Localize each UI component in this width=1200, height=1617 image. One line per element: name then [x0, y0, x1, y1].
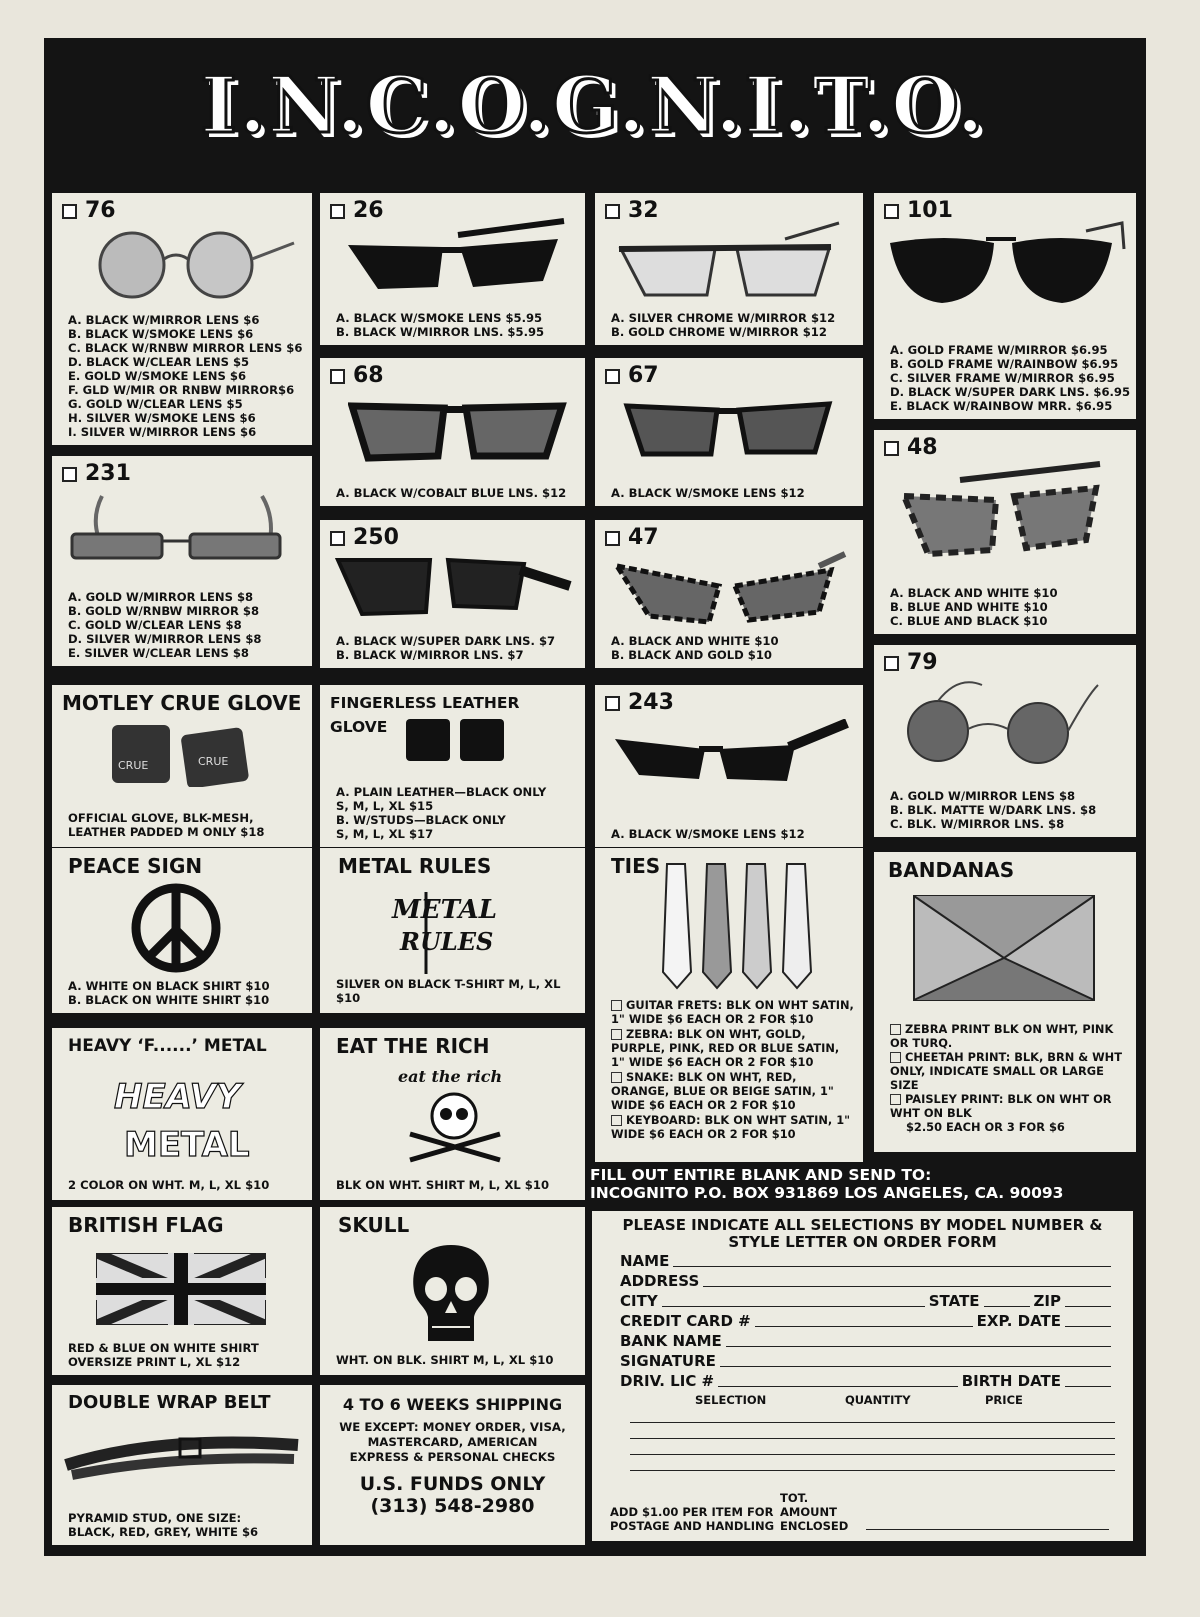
studded-belt-image [62, 1425, 302, 1485]
smoke-sunglasses-image [623, 386, 843, 466]
svg-text:METAL: METAL [392, 895, 497, 925]
product-231-options: A. GOLD W/MIRROR LENS $8 B. GOLD W/RNBW MIRROR $8 C. GOLD W/CLEAR LENS $8 D. SILVER W/MIRROR LENS $8 E. SILVER W/CLEAR LENS $8 [68, 590, 262, 660]
city-field[interactable] [662, 1305, 925, 1307]
striped-sunglasses-image [900, 460, 1120, 560]
fingerless-glove-panel [320, 685, 585, 847]
peace-sign-options: A. WHITE ON BLACK SHIRT $10 B. BLACK ON WHITE SHIRT $10 [68, 979, 270, 1007]
total-field[interactable] [866, 1529, 1109, 1530]
product-number: 243 [628, 690, 674, 715]
motley-crue-glove-panel [52, 685, 312, 847]
wayfarer-sunglasses-image [338, 215, 568, 295]
state-label: STATE [928, 1292, 980, 1310]
product-67-checkbox[interactable] [605, 369, 620, 384]
heavy-metal-logo [108, 1068, 268, 1168]
product-76-checkbox[interactable] [62, 204, 77, 219]
selection-line[interactable] [630, 1407, 1115, 1423]
peace-sign-icon [126, 878, 226, 978]
product-number: 250 [353, 525, 399, 550]
product-number: 68 [353, 363, 384, 388]
ties-panel [595, 848, 863, 1006]
product-79-options: A. GOLD W/MIRROR LENS $8 B. BLK. MATTE W/DARK LNS. $8 C. BLK. W/MIRROR LNS. $8 [890, 789, 1097, 831]
exp-date-field[interactable] [1065, 1325, 1111, 1327]
order-form-header: PLEASE INDICATE ALL SELECTIONS BY MODEL NUMBER & STYLE LETTER ON ORDER FORM [622, 1216, 1103, 1251]
address-label: ADDRESS [620, 1272, 700, 1290]
selection-line[interactable] [630, 1423, 1115, 1439]
incognito-logo: I.N.C.O.G.N.I.T.O. [200, 60, 986, 151]
shipping-title: 4 TO 6 WEEKS SHIPPING [342, 1395, 563, 1414]
bank-name-label: BANK NAME [620, 1332, 722, 1350]
panel-title: TIES [611, 854, 661, 878]
panel-description: SILVER ON BLACK T-SHIRT M, L, XL $10 [336, 977, 561, 1005]
fingerless-glove-options: A. PLAIN LEATHER—BLACK ONLY S, M, L, XL $15 B. W/STUDS—BLACK ONLY S, M, L, XL $17 [336, 785, 547, 841]
eat-the-rich-panel [320, 1028, 585, 1200]
product-250-panel [320, 520, 585, 668]
phone-number: (313) 548-2980 [370, 1495, 535, 1517]
product-number: 26 [353, 198, 384, 223]
product-243-options: A. BLACK W/SMOKE LENS $12 [611, 827, 805, 841]
panel-description: OFFICIAL GLOVE, BLK-MESH, LEATHER PADDED M ONLY $18 [68, 811, 265, 839]
square-sunglasses-image [348, 386, 568, 466]
bank-name-field[interactable] [726, 1345, 1111, 1347]
panel-title: MOTLEY CRUE GLOVE [62, 691, 302, 715]
svg-text:RULES: RULES [400, 927, 494, 956]
mail-instruction: FILL OUT ENTIRE BLANK AND SEND TO: [590, 1166, 932, 1184]
gloves-image [102, 719, 262, 787]
svg-text:HEAVY: HEAVY [114, 1077, 241, 1117]
product-number: 79 [907, 650, 938, 675]
product-32-options: A. SILVER CHROME W/MIRROR $12 B. GOLD CHROME W/MIRROR $12 [611, 311, 836, 339]
product-number: 101 [907, 198, 953, 223]
product-243-checkbox[interactable] [605, 696, 620, 711]
panel-title: PEACE SIGN [68, 854, 203, 878]
ties-options: GUITAR FRETS: BLK ON WHT SATIN, 1" WIDE $6 EACH OR 2 FOR $10 ZEBRA: BLK ON WHT, GOLD, PURPLE, PINK, RED OR BLUE SATIN, 1" WIDE $6 EACH OR 2 FOR $10 SNAKE: BLK ON WHT, RED, ORANGE, BLUE OR BEIGE SATIN, 1" WIDE $6 EACH OR 2 FOR $10 KEYBOARD: BLK ON WHT SATIN, 1" WIDE $6 EACH OR 2 FOR $10 [611, 998, 854, 1141]
chrome-sunglasses-image [615, 219, 845, 299]
bandanas-image [904, 888, 1104, 1008]
svg-text:METAL: METAL [124, 1125, 250, 1165]
product-67-panel [595, 358, 863, 506]
peace-sign-panel [52, 848, 312, 1013]
product-79-checkbox[interactable] [884, 656, 899, 671]
selection-line[interactable] [630, 1439, 1115, 1455]
product-68-checkbox[interactable] [330, 369, 345, 384]
mailing-address [590, 1166, 1063, 1202]
name-label: NAME [620, 1252, 670, 1270]
bandana-cheetah-checkbox[interactable] [890, 1052, 901, 1063]
product-26-options: A. BLACK W/SMOKE LENS $5.95 B. BLACK W/MIRROR LNS. $5.95 [336, 311, 545, 339]
product-76-panel [52, 193, 312, 445]
skull-crossbones-image [380, 1064, 530, 1168]
product-47-checkbox[interactable] [605, 531, 620, 546]
ties-keyboard-checkbox[interactable] [611, 1115, 622, 1126]
belt-options: PYRAMID STUD, ONE SIZE: BLACK, RED, GREY, WHITE $6 [68, 1511, 259, 1539]
birth-date-field[interactable] [1065, 1385, 1111, 1387]
postage-note: ADD $1.00 PER ITEM FOR POSTAGE AND HANDLING [610, 1505, 775, 1533]
glove-print-text: CRUE [198, 755, 229, 768]
panel-description: BLK ON WHT. SHIRT M, L, XL $10 [336, 1178, 550, 1192]
drivers-license-label: DRIV. LIC # [620, 1372, 715, 1390]
product-48-panel [874, 430, 1136, 634]
birth-date-label: BIRTH DATE [961, 1372, 1061, 1390]
product-101-checkbox[interactable] [884, 204, 899, 219]
payment-methods: WE EXCEPT: MONEY ORDER, VISA, MASTERCARD, AMERICAN EXPRESS & PERSONAL CHECKS [339, 1420, 566, 1464]
panel-title: EAT THE RICH [336, 1034, 490, 1058]
zip-label: ZIP [1033, 1292, 1061, 1310]
zip-field[interactable] [1065, 1305, 1111, 1307]
aviator-sunglasses-image [886, 219, 1126, 309]
product-47-panel [595, 520, 863, 668]
panel-title: FINGERLESS LEATHER GLOVE [330, 694, 520, 736]
ties-guitar-checkbox[interactable] [611, 1000, 622, 1011]
product-101-options: A. GOLD FRAME W/MIRROR $6.95 B. GOLD FRAME W/RAINBOW $6.95 C. SILVER FRAME W/MIRROR $6.95 D. BLACK W/SUPER DARK LNS. $6.95 E. BLACK W/RAINBOW MRR. $6.95 [890, 343, 1131, 413]
total-label: TOT. AMOUNT ENCLOSED [780, 1491, 849, 1533]
metal-rules-logo [386, 888, 526, 978]
panel-title: METAL RULES [338, 854, 492, 878]
panel-description: WHT. ON BLK. SHIRT M, L, XL $10 [336, 1353, 554, 1367]
drivers-license-field[interactable] [718, 1385, 958, 1387]
svg-text:eat the rich: eat the rich [398, 1067, 503, 1086]
bandanas-panel [874, 852, 1136, 1152]
product-26-panel [320, 193, 585, 345]
product-48-options: A. BLACK AND WHITE $10 B. BLUE AND WHITE $10 C. BLUE AND BLACK $10 [890, 586, 1058, 628]
panel-description: 2 COLOR ON WHT. M, L, XL $10 [68, 1178, 270, 1192]
panel-title: SKULL [338, 1213, 410, 1237]
double-wrap-belt-panel [52, 1385, 312, 1545]
credit-card-field[interactable] [755, 1325, 973, 1327]
signature-field[interactable] [720, 1365, 1111, 1367]
product-250-options: A. BLACK W/SUPER DARK LNS. $7 B. BLACK W/MIRROR LNS. $7 [336, 634, 556, 662]
british-flag-icon [96, 1253, 266, 1325]
product-231-panel [52, 456, 312, 666]
skull-icon [406, 1241, 496, 1345]
product-48-checkbox[interactable] [884, 441, 899, 456]
product-number: 47 [628, 525, 659, 550]
product-number: 67 [628, 363, 659, 388]
panel-title: HEAVY ‘F......’ METAL [68, 1036, 267, 1056]
order-column-headers: SELECTION QUANTITY PRICE [695, 1393, 1023, 1407]
ties-details [595, 990, 863, 1162]
panel-title: DOUBLE WRAP BELT [68, 1392, 271, 1413]
name-field[interactable] [673, 1265, 1111, 1267]
ties-zebra-checkbox[interactable] [611, 1029, 622, 1040]
funds-notice: U.S. FUNDS ONLY [359, 1473, 546, 1495]
credit-card-label: CREDIT CARD # [620, 1312, 751, 1330]
address-field[interactable] [703, 1285, 1111, 1287]
heavy-metal-panel [52, 1028, 312, 1200]
product-number: 32 [628, 198, 659, 223]
product-number: 76 [85, 198, 116, 223]
exp-date-label: EXP. DATE [976, 1312, 1061, 1330]
metal-rules-panel [320, 848, 585, 1013]
wrap-sunglasses-image [609, 719, 849, 789]
skull-panel [320, 1207, 585, 1375]
state-field[interactable] [984, 1305, 1030, 1307]
british-flag-options: RED & BLUE ON WHITE SHIRT OVERSIZE PRINT L, XL $12 [68, 1341, 259, 1369]
product-number: 231 [85, 461, 131, 486]
product-231-checkbox[interactable] [62, 467, 77, 482]
ties-snake-checkbox[interactable] [611, 1072, 622, 1083]
product-68-panel [320, 358, 585, 506]
shipping-panel [320, 1385, 585, 1545]
product-76-options: A. BLACK W/MIRROR LENS $6 B. BLACK W/SMOKE LENS $6 C. BLACK W/RNBW MIRROR LENS $6 D. BLACK W/CLEAR LENS $5 E. GOLD W/SMOKE LENS $6 F. GLD W/MIR OR RNBW MIRROR$6 G. GOLD W/CLEAR LENS $5 H. SILVER W/SMOKE LENS $6 I. SILVER W/MIRROR LENS $6 [68, 313, 303, 439]
product-number: 48 [907, 435, 938, 460]
mail-address: INCOGNITO P.O. BOX 931869 LOS ANGELES, CA. 90093 [590, 1184, 1064, 1202]
product-68-options: A. BLACK W/COBALT BLUE LNS. $12 [336, 486, 567, 500]
panel-title: BRITISH FLAG [68, 1213, 224, 1237]
glove-print-text: CRUE [118, 759, 149, 772]
british-flag-panel [52, 1207, 312, 1375]
bandana-zebra-checkbox[interactable] [890, 1024, 901, 1035]
panel-title: BANDANAS [888, 858, 1015, 882]
dark-sunglasses-image [334, 540, 574, 620]
signature-label: SIGNATURE [620, 1352, 716, 1370]
city-label: CITY [620, 1292, 658, 1310]
product-32-panel [595, 193, 863, 345]
round-wire-sunglasses-image [898, 675, 1118, 765]
product-101-panel [874, 193, 1136, 419]
zebra-sunglasses-image [609, 546, 849, 626]
bandana-price: $2.50 EACH OR 3 FOR $6 [906, 1120, 1065, 1134]
leather-gloves-image [396, 715, 516, 765]
product-67-options: A. BLACK W/SMOKE LENS $12 [611, 486, 805, 500]
bandanas-options: ZEBRA PRINT BLK ON WHT, PINK OR TURQ. CHEETAH PRINT: BLK, BRN & WHT ONLY, INDICATE SMALL OR LARGE SIZE PAISLEY PRINT: BLK ON WHT OR WHT ON BLK $2.50 EACH OR 3 FOR $6 [890, 1022, 1130, 1134]
ties-image [655, 856, 835, 1006]
product-243-panel [595, 685, 863, 847]
selection-line[interactable] [630, 1455, 1115, 1471]
product-32-checkbox[interactable] [605, 204, 620, 219]
order-form [592, 1211, 1133, 1541]
rectangular-sunglasses-image [62, 486, 302, 566]
bandana-paisley-checkbox[interactable] [890, 1094, 901, 1105]
product-79-panel [874, 645, 1136, 837]
round-sunglasses-image [72, 223, 302, 303]
product-47-options: A. BLACK AND WHITE $10 B. BLACK AND GOLD $10 [611, 634, 779, 662]
